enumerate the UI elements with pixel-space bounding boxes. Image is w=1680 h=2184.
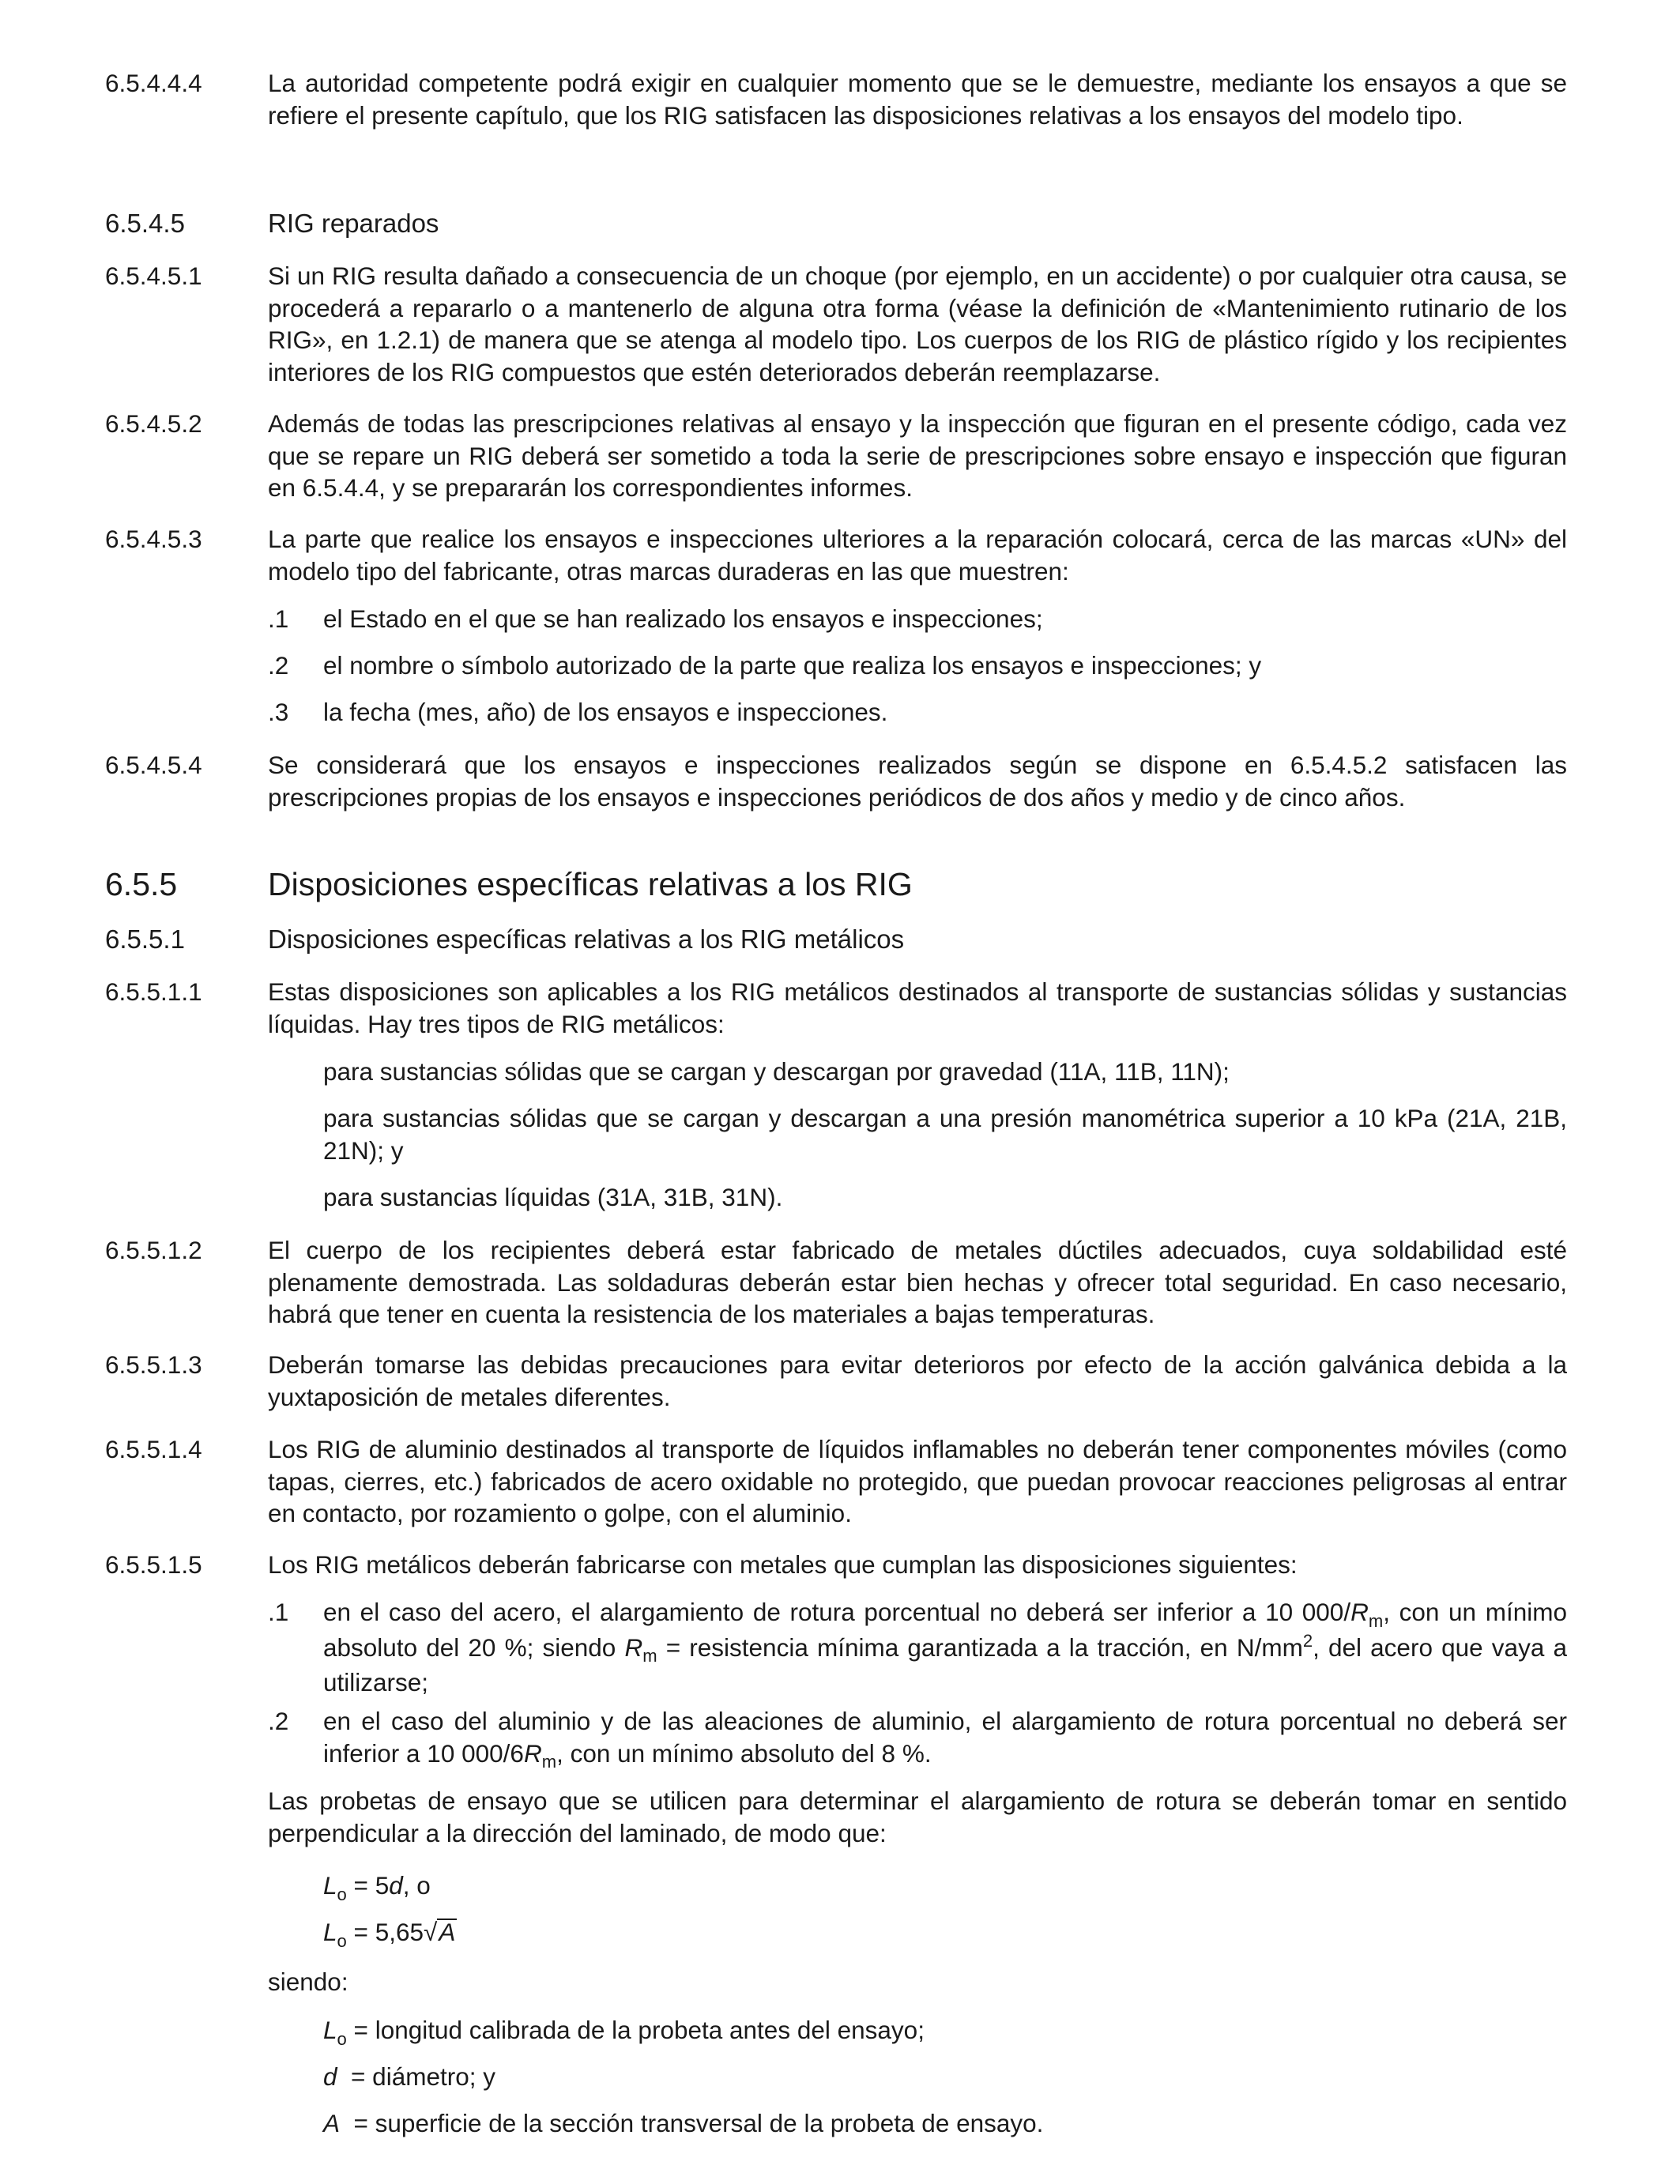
list-item-number: .2 (268, 651, 289, 680)
list-item-text: el nombre o símbolo autorizado de la parte que realiza los ensayos e inspecciones; y (323, 651, 1262, 680)
text-run: = diámetro; y (337, 2062, 495, 2091)
subscript: o (337, 2028, 347, 2049)
list-item-number: .1 (268, 604, 289, 633)
symbol-R: R (1350, 1598, 1369, 1626)
definition-text (323, 2107, 1043, 2140)
symbol: L (323, 2016, 337, 2044)
symbol-d: d (389, 1871, 403, 1900)
heading-number: 6.5.5 (105, 866, 178, 902)
heading-text: RIG reparados (268, 209, 439, 238)
square-root (424, 1916, 457, 1949)
radical-sign: √ (424, 1918, 438, 1946)
subscript: o (337, 1884, 347, 1904)
text-run: , con un mínimo absoluto del 20 %; siendo (323, 1598, 1567, 1662)
list-item-number: .3 (268, 698, 289, 726)
heading-number: 6.5.4.5 (105, 209, 185, 238)
superscript: 2 (1302, 1631, 1313, 1651)
text-run: , del acero que vaya a utilizarse; (323, 1632, 1567, 1696)
formula-text (323, 1916, 457, 1952)
definition-text (323, 2014, 925, 2050)
formula-text (323, 1870, 431, 1905)
symbol: A (323, 2109, 341, 2137)
symbol-A: A (439, 1918, 456, 1946)
paragraph-number: 6.5.5.1.1 (105, 977, 202, 1006)
paragraph-text: siendo: (268, 1967, 348, 1996)
paragraph-text: Los RIG metálicos deberán fabricarse con metales que cumplan las disposiciones siguientes: (268, 1550, 1298, 1579)
list-item-text: para sustancias sólidas que se cargan y descargan a una presión manométrica superior a 10 kPa (21A, 21B, 21N); y (323, 1104, 1567, 1165)
text-run: en el caso del acero, el alargamiento de rotura porcentual no deberá ser inferior a 10 000/ (323, 1598, 1351, 1626)
symbol-L: L (323, 1871, 337, 1900)
paragraph-number: 6.5.5.1.5 (105, 1550, 202, 1579)
paragraph-number: 6.5.5.1.4 (105, 1435, 202, 1463)
list-item-text: para sustancias sólidas que se cargan y descargan por gravedad (11A, 11B, 11N); (323, 1057, 1230, 1086)
paragraph-text: Se considerará que los ensayos e inspecciones realizados según se dispone en 6.5.4.5.2 satisfacen las prescripciones propias de los ensayos e inspecciones periódicos de dos años y medio y de cinco años. (268, 751, 1567, 811)
list-item-text: la fecha (mes, año) de los ensayos e inspecciones. (323, 698, 888, 726)
symbol-R: R (523, 1738, 542, 1768)
paragraph-text: Además de todas las prescripciones relativas al ensayo y la inspección que figuran en el presente código, cada vez que se repare un RIG deberá ser sometido a toda la serie de prescripciones sobre ensayo e inspección que figuran en 6.5.4.4, y se prepararán los correspondientes informes. (268, 409, 1567, 502)
text-run: = 5 (346, 1871, 390, 1900)
list-item-text (323, 1705, 1567, 1772)
subscript: m (1368, 1610, 1384, 1631)
paragraph-text: La autoridad competente podrá exigir en cualquier momento que se le demuestre, mediante los ensayos a que se refiere el presente capítulo, que los RIG satisfacen las disposiciones relativas a los ensayos del modelo tipo. (268, 69, 1567, 130)
radicand (437, 1919, 457, 1944)
text-run: , o (402, 1871, 431, 1900)
paragraph-text: Deberán tomarse las debidas precauciones para evitar deterioros por efecto de la acción galvánica debida a la yuxtaposición de metales diferentes. (268, 1350, 1567, 1411)
paragraph-number: 6.5.4.5.3 (105, 525, 202, 553)
heading-text: Disposiciones específicas relativas a los RIG metálicos (268, 924, 905, 954)
paragraph-text: Si un RIG resulta dañado a consecuencia de un choque (por ejemplo, en un accidente) o por cualquier otra causa, se procederá a repararlo o a mantenerlo de alguna otra forma (véase la definición de «Mantenimiento rutinario de los RIG», en 1.2.1) de manera que se atenga al modelo tipo. Los cuerpos de los RIG de plástico rígido y los recipientes interiores de los RIG compuestos que estén deteriorados deberán reemplazarse. (268, 262, 1567, 386)
definition-text (323, 2061, 495, 2093)
paragraph-text: Los RIG de aluminio destinados al transporte de líquidos inflamables no deberán tener componentes móviles (como tapas, cierres, etc.) fabricados de acero oxidable no protegido, que puedan provocar reacciones peligrosas al entrar en contacto, por rozamiento o golpe, con el aluminio. (268, 1435, 1567, 1527)
text-run: = resistencia mínima garantizada a la tracción, en N/mm (657, 1632, 1303, 1662)
paragraph-number: 6.5.4.5.1 (105, 262, 202, 290)
subscript: m (642, 1646, 657, 1666)
paragraph-number: 6.5.5.1.2 (105, 1236, 202, 1264)
paragraph-number: 6.5.4.5.2 (105, 409, 202, 438)
list-item-text: para sustancias líquidas (31A, 31B, 31N). (323, 1183, 783, 1211)
heading-number: 6.5.5.1 (105, 924, 185, 954)
paragraph-text: El cuerpo de los recipientes deberá estar fabricado de metales dúctiles adecuados, cuya soldabilidad esté plenamente demostrada. Las soldaduras deberán estar bien hechas y ofrecer total seguridad. En caso necesario, habrá que tener en cuenta la resistencia de los materiales a bajas temperaturas. (268, 1236, 1567, 1328)
paragraph-number: 6.5.5.1.3 (105, 1350, 202, 1379)
symbol-R: R (624, 1632, 643, 1662)
list-item-number: .1 (268, 1598, 289, 1626)
paragraph-text: Estas disposiciones son aplicables a los RIG metálicos destinados al transporte de sustancias sólidas y sustancias líquidas. Hay tres tipos de RIG metálicos: (268, 977, 1567, 1038)
paragraph-text: Las probetas de ensayo que se utilicen para determinar el alargamiento de rotura se deberán tomar en sentido perpendicular a la dirección del laminado, de modo que: (268, 1787, 1567, 1847)
text-run: = longitud calibrada de la probeta antes del ensayo; (346, 2016, 925, 2044)
text-run: , con un mínimo absoluto del 8 %. (556, 1738, 932, 1768)
list-item-number: .2 (268, 1707, 289, 1735)
text-run: en el caso del aluminio y de las aleaciones de aluminio, el alargamiento de rotura porcentual no deberá ser inferior a 10 000/6 (323, 1707, 1567, 1768)
list-item-text: el Estado en el que se han realizado los ensayos e inspecciones; (323, 604, 1043, 633)
paragraph-text: La parte que realice los ensayos e inspecciones ulteriores a la reparación colocará, cerca de las marcas «UN» del modelo tipo del fabricante, otras marcas duraderas en las que muestren: (268, 525, 1567, 586)
list-item-text (323, 1596, 1567, 1699)
paragraph-number: 6.5.4.4.4 (105, 69, 202, 97)
paragraph-number: 6.5.4.5.4 (105, 751, 202, 779)
heading-text: Disposiciones específicas relativas a los RIG (268, 866, 913, 902)
subscript: o (337, 1930, 347, 1951)
text-run: = superficie de la sección transversal de la probeta de ensayo. (340, 2109, 1044, 2137)
symbol: d (323, 2062, 337, 2091)
symbol-L: L (323, 1918, 337, 1946)
text-run: = 5,65 (346, 1918, 424, 1946)
subscript: m (541, 1752, 557, 1772)
